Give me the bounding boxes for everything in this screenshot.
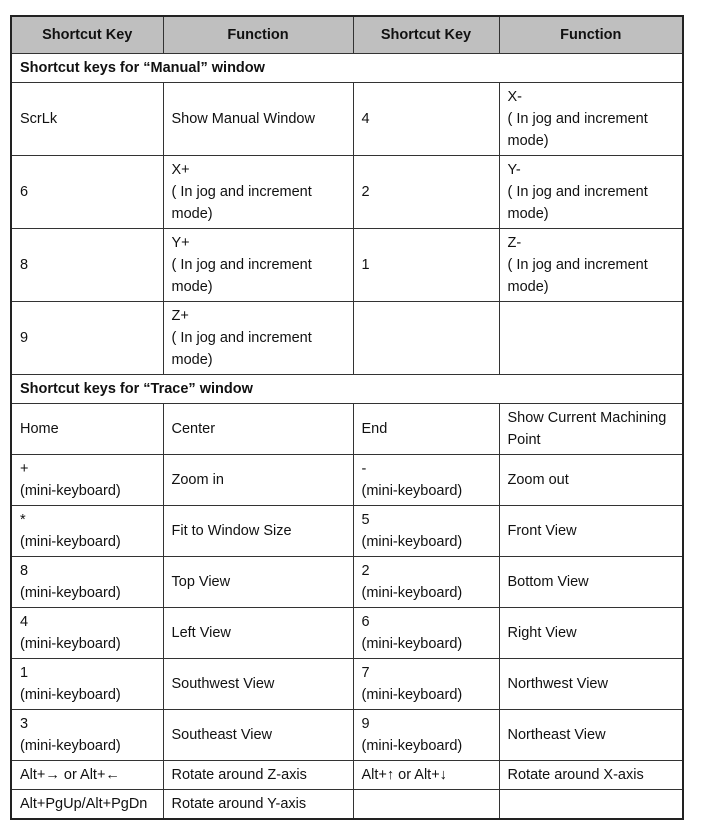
table-row <box>11 506 683 557</box>
table-cell <box>353 790 499 819</box>
table-cell: 2 (mini-keyboard) <box>353 557 499 608</box>
table-cell: 7 (mini-keyboard) <box>353 659 499 710</box>
table-cell: Northwest View <box>499 659 683 710</box>
table-cell: Show Current Machining Point <box>499 404 683 455</box>
header-shortcut-key-2: Shortcut Key <box>353 16 499 54</box>
shortcut-table <box>10 15 684 820</box>
table-cell: Top View <box>163 557 353 608</box>
table-cell: Rotate around X-axis <box>499 761 683 790</box>
table-cell <box>353 302 499 375</box>
table-cell: 4 (mini-keyboard) <box>11 608 163 659</box>
header-function-1: Function <box>163 16 353 54</box>
table-cell: End <box>353 404 499 455</box>
table-cell: Y- ( In jog and increment mode) <box>499 156 683 229</box>
table-cell: Right View <box>499 608 683 659</box>
table-cell: Alt+→ or Alt+← <box>11 761 163 790</box>
table-cell: Alt+↑ or Alt+↓ <box>353 761 499 790</box>
table-cell: Fit to Window Size <box>163 506 353 557</box>
table-cell <box>499 302 683 375</box>
table-cell: Z+ ( In jog and increment mode) <box>163 302 353 375</box>
table-row <box>11 608 683 659</box>
table-cell: Zoom out <box>499 455 683 506</box>
table-cell: 4 <box>353 83 499 156</box>
header-shortcut-key-1: Shortcut Key <box>11 16 163 54</box>
table-cell: Front View <box>499 506 683 557</box>
table-row <box>11 229 683 302</box>
header-function-2: Function <box>499 16 683 54</box>
table-cell: Rotate around Y-axis <box>163 790 353 819</box>
table-cell: 3 (mini-keyboard) <box>11 710 163 761</box>
section-row-trace <box>11 375 683 404</box>
table-cell: Z- ( In jog and increment mode) <box>499 229 683 302</box>
section-title-manual: Shortcut keys for “Manual” window <box>11 54 683 83</box>
table-cell: Home <box>11 404 163 455</box>
table-cell: Center <box>163 404 353 455</box>
table-row <box>11 659 683 710</box>
table-cell: 6 (mini-keyboard) <box>353 608 499 659</box>
table-cell: Y+ ( In jog and increment mode) <box>163 229 353 302</box>
table-cell: X- ( In jog and increment mode) <box>499 83 683 156</box>
table-cell: 8 <box>11 229 163 302</box>
table-row <box>11 302 683 375</box>
table-cell: Southeast View <box>163 710 353 761</box>
table-cell: Left View <box>163 608 353 659</box>
table-cell: - (mini-keyboard) <box>353 455 499 506</box>
table-row <box>11 404 683 455</box>
table-cell: Rotate around Z-axis <box>163 761 353 790</box>
table-cell: Alt+PgUp/Alt+PgDn <box>11 790 163 819</box>
table-cell: 1 <box>353 229 499 302</box>
table-cell: * (mini-keyboard) <box>11 506 163 557</box>
table-cell: 1 (mini-keyboard) <box>11 659 163 710</box>
table-cell: 6 <box>11 156 163 229</box>
table-cell: Show Manual Window <box>163 83 353 156</box>
section-row-manual <box>11 54 683 83</box>
table-cell: 5 (mini-keyboard) <box>353 506 499 557</box>
section-title-trace: Shortcut keys for “Trace” window <box>11 375 683 404</box>
table-cell: 8 (mini-keyboard) <box>11 557 163 608</box>
table-cell: Northeast View <box>499 710 683 761</box>
table-cell: X+ ( In jog and increment mode) <box>163 156 353 229</box>
table-cell: 2 <box>353 156 499 229</box>
table-cell: Zoom in <box>163 455 353 506</box>
header-row <box>11 16 683 54</box>
table-row <box>11 557 683 608</box>
table-cell: + (mini-keyboard) <box>11 455 163 506</box>
table-row <box>11 710 683 761</box>
table-cell: 9 <box>11 302 163 375</box>
table-row <box>11 761 683 790</box>
table-cell: Bottom View <box>499 557 683 608</box>
table-cell: ScrLk <box>11 83 163 156</box>
table-cell: Southwest View <box>163 659 353 710</box>
table-row <box>11 790 683 819</box>
table-row <box>11 156 683 229</box>
table-row <box>11 455 683 506</box>
table-cell: 9 (mini-keyboard) <box>353 710 499 761</box>
table-row <box>11 83 683 156</box>
table-cell <box>499 790 683 819</box>
